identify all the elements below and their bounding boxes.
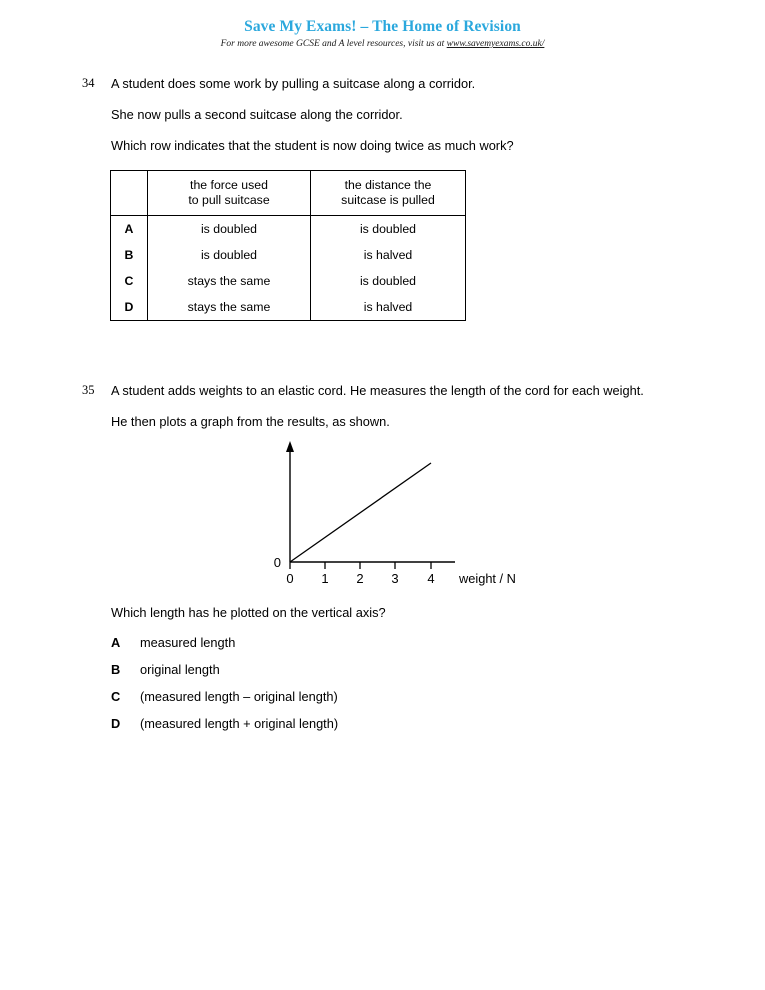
table-header-distance-line2: suitcase is pulled — [341, 193, 435, 207]
question-35-line-2: He then plots a graph from the results, as shown. — [111, 414, 390, 429]
question-34-line-1: A student does some work by pulling a suitcase along a corridor. — [111, 76, 476, 91]
x-tick-label-0: 0 — [286, 571, 294, 586]
option-row-a[interactable] — [111, 634, 235, 651]
question-35-line-1: A student adds weights to an elastic cord. He measures the length of the cord for each weight. — [111, 383, 644, 398]
table-header-row — [111, 171, 466, 216]
data-line-series-1 — [290, 463, 431, 562]
option-row-b[interactable] — [111, 661, 220, 678]
table-cell-distance: is doubled — [311, 216, 466, 243]
site-brand-title: Save My Exams! – The Home of Revision — [244, 18, 521, 35]
site-header — [0, 18, 765, 51]
site-tagline — [0, 37, 765, 51]
question-35-number: 35 — [82, 383, 95, 397]
site-url-link[interactable]: www.savemyexams.co.uk/ — [446, 39, 545, 49]
table-cell-distance: is halved — [311, 294, 466, 321]
question-34-line-2: She now pulls a second suitcase along the corridor. — [111, 107, 403, 122]
question-34-number: 34 — [82, 76, 95, 90]
option-text-b: original length — [140, 662, 220, 677]
question-35-prompt: Which length has he plotted on the vertical axis? — [111, 605, 386, 620]
table-corner-cell — [111, 171, 148, 216]
table-row[interactable] — [111, 242, 466, 268]
table-cell-distance: is halved — [311, 242, 466, 268]
y-axis-arrowhead-icon — [286, 441, 294, 452]
table-cell-distance: is doubled — [311, 268, 466, 294]
option-text-a: measured length — [140, 635, 236, 650]
table-row[interactable] — [111, 268, 466, 294]
table-row[interactable] — [111, 294, 466, 321]
table-cell-force: stays the same — [148, 294, 311, 321]
table-header-distance — [311, 171, 466, 216]
graph-svg — [255, 436, 545, 591]
table-header-force-line1: the force used — [190, 177, 268, 192]
table-row-option-letter: C — [111, 268, 148, 294]
table-row[interactable] — [111, 216, 466, 243]
x-tick-label-1: 1 — [321, 571, 329, 586]
extension-vs-weight-graph — [255, 436, 545, 591]
y-origin-tick-label: 0 — [273, 555, 281, 570]
x-tick-label-4: 4 — [427, 571, 435, 586]
table-row-option-letter: B — [111, 242, 148, 268]
table-header-distance-line1: the distance the — [344, 177, 432, 192]
option-text-d: (measured length + original length) — [140, 716, 339, 731]
x-axis-label: weight / N — [459, 571, 516, 586]
x-tick-label-3: 3 — [391, 571, 399, 586]
option-text-c: (measured length – original length) — [140, 689, 338, 704]
table-row-option-letter: D — [111, 294, 148, 321]
table-cell-force: stays the same — [148, 268, 311, 294]
option-row-d[interactable] — [111, 715, 338, 732]
table-header-row-group — [111, 171, 466, 216]
table-header-force — [148, 171, 311, 216]
option-row-c[interactable] — [111, 688, 338, 705]
table-body — [111, 216, 466, 321]
table-row-option-letter: A — [111, 216, 148, 243]
option-letter-c: C — [111, 689, 121, 704]
table-cell-force: is doubled — [148, 216, 311, 243]
site-tagline-text: For more awesome GCSE and A level resources, visit us at — [220, 39, 447, 49]
question-34-line-3: Which row indicates that the student is now doing twice as much work? — [111, 138, 514, 153]
option-letter-a: A — [111, 635, 121, 650]
x-tick-label-2: 2 — [356, 571, 364, 586]
table-cell-force: is doubled — [148, 242, 311, 268]
table-header-force-line2: to pull suitcase — [188, 193, 270, 207]
option-letter-b: B — [111, 662, 121, 677]
option-letter-d: D — [111, 716, 121, 731]
work-options-table — [110, 170, 466, 321]
